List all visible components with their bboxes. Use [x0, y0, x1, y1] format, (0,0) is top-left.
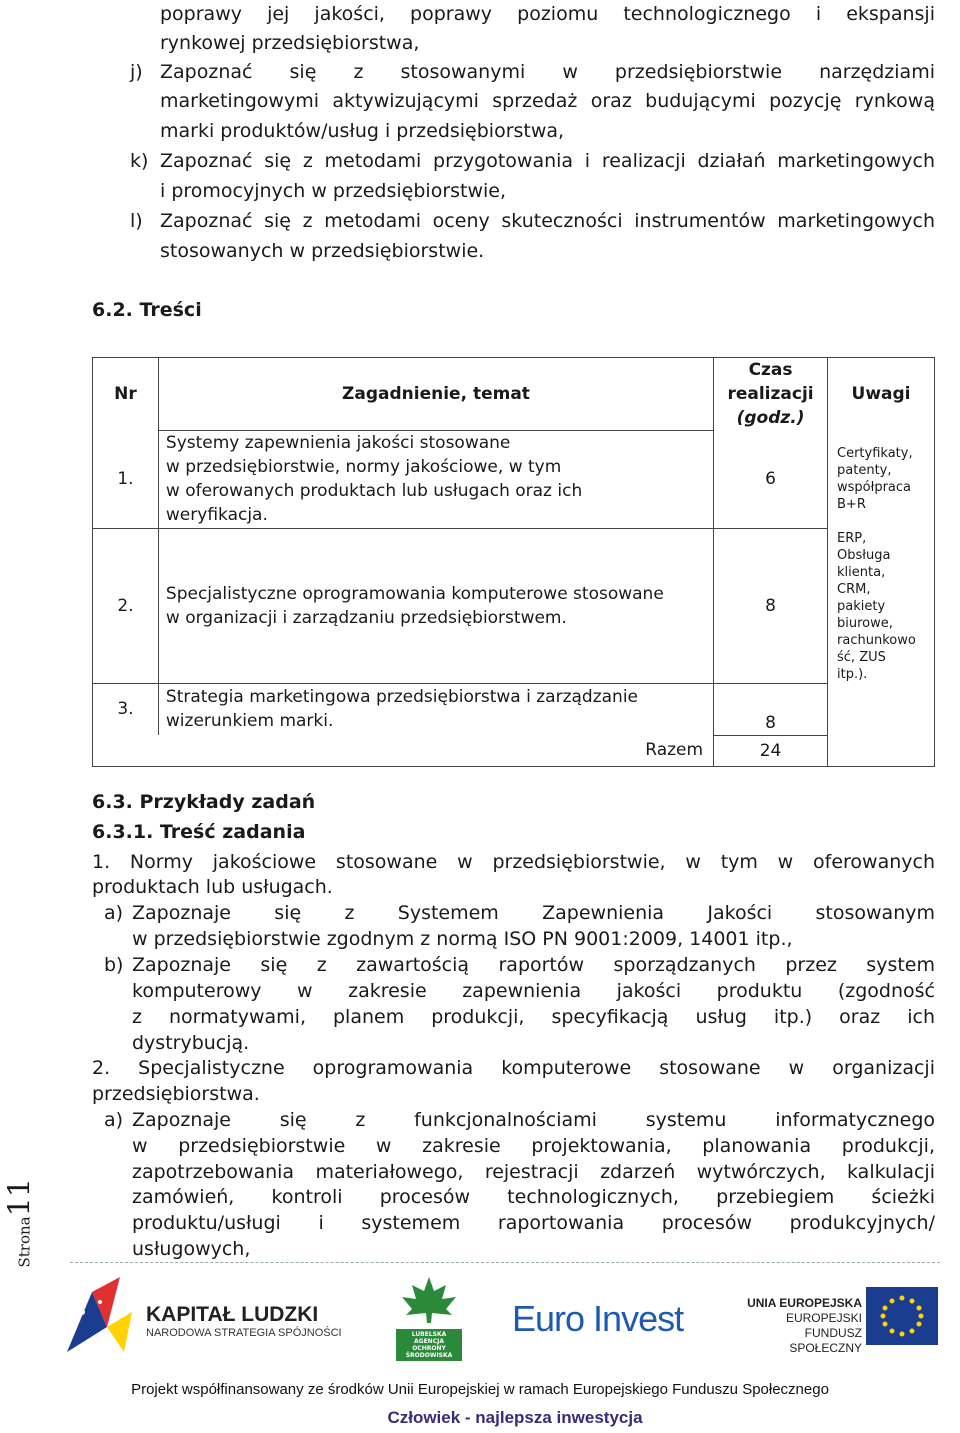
- intro-line: i promocyjnych w przedsiębiorstwie,: [160, 180, 507, 202]
- row-topic: [158, 683, 713, 735]
- footer-slogan: Człowiek - najlepsza inwestycja: [387, 1408, 643, 1427]
- task-line: komputerowy w zakresie zapewnienia jakości produktu (zgodność: [132, 980, 935, 1002]
- note-line: ść, ZUS: [837, 650, 886, 665]
- euroinvest-logo: Euro Invest: [512, 1298, 684, 1339]
- note-line: B+R: [837, 497, 866, 512]
- list-label: b): [104, 954, 124, 976]
- task-line: z normatywami, planem produkcji, specyfikacją usług itp.) oraz ich: [132, 1006, 935, 1028]
- row-notes: [828, 683, 935, 735]
- intro-line: stosowanych w przedsiębiorstwie.: [160, 240, 485, 262]
- task-line: Zapoznaje się z funkcjonalnościami systemu informatycznego: [132, 1109, 935, 1131]
- header-time: [714, 358, 828, 431]
- topic-line: Strategia marketingowa przedsiębiorstwa i zarządzanie: [165, 687, 639, 708]
- intro-line: Zapoznać się z stosowanymi w przedsiębiorstwie narzędziami: [160, 61, 935, 83]
- row-topic: [158, 528, 713, 683]
- intro-line: Zapoznać się z metodami oceny skuteczności instrumentów marketingowych: [160, 210, 935, 232]
- note-line: rachunkowo: [837, 633, 916, 648]
- row-nr: 3.: [93, 683, 159, 735]
- total-value: 24: [714, 735, 828, 766]
- header-topic: Zagadnienie, temat: [158, 358, 713, 431]
- lubelska-agencja-logo: [396, 1275, 462, 1359]
- topic-line: weryfikacja.: [165, 505, 268, 525]
- topic-line: w oferowanych produktach lub usługach oraz ich: [165, 481, 583, 501]
- intro-line: Zapoznać się z metodami przygotowania i realizacji działań marketingowych: [160, 150, 935, 172]
- header-time-line: realizacji: [727, 384, 814, 404]
- section-heading-task: 6.3.1. Treść zadania: [92, 821, 306, 843]
- footer-divider: [70, 1262, 940, 1263]
- topic-line: wizerunkiem marki.: [165, 711, 334, 732]
- list-label: l): [130, 210, 143, 232]
- topic-line: w przedsiębiorstwie, normy jakościowe, w tym: [165, 457, 562, 477]
- header-nr: Nr: [93, 358, 159, 431]
- page-marker-word: Strona: [15, 1216, 34, 1268]
- task-line: produktu/usługi i systemem raportowania procesów produkcyjnych/: [132, 1212, 935, 1234]
- eu-text: [742, 1296, 862, 1356]
- table-header-row: [93, 358, 935, 431]
- task-line: w przedsiębiorstwie zgodnym z normą ISO PN 9001:2009, 14001 itp.,: [132, 928, 793, 950]
- note-line: klienta,: [837, 565, 886, 580]
- task-line: przedsiębiorstwa.: [92, 1083, 260, 1105]
- list-label: a): [104, 1109, 124, 1131]
- intro-line: poprawy jej jakości, poprawy poziomu technologicznego i ekspansji: [160, 3, 935, 25]
- row-hours: 8: [714, 528, 828, 683]
- kapital-title: KAPITAŁ LUDZKI: [146, 1303, 319, 1326]
- task-line: w przedsiębiorstwie w zakresie projektowania, planowania produkcji,: [132, 1135, 935, 1157]
- list-label: a): [104, 902, 124, 924]
- row-hours: 6: [714, 430, 828, 528]
- note-line: CRM,: [837, 582, 871, 597]
- table-row: [93, 430, 935, 528]
- note-line: pakiety: [837, 599, 886, 614]
- total-label: Razem: [93, 735, 714, 766]
- intro-line: rynkowej przedsiębiorstwa,: [160, 32, 420, 54]
- note-line: Obsługa: [837, 548, 891, 563]
- note-line: Certyfikaty,: [837, 446, 913, 461]
- row-hours: 8: [714, 683, 828, 735]
- header-time-line: (godz.): [736, 408, 805, 428]
- row-notes: [828, 528, 935, 683]
- task-line: Zapoznaje się z Systemem Zapewnienia Jakości stosowanym: [132, 902, 935, 924]
- header-notes: Uwagi: [828, 358, 935, 431]
- contents-table: [92, 357, 935, 767]
- intro-line: marki produktów/usług i przedsiębiorstwa,: [160, 120, 565, 142]
- total-notes: [828, 735, 935, 766]
- list-label: j): [130, 61, 143, 83]
- note-line: ERP,: [837, 531, 867, 546]
- table-row: [93, 683, 935, 735]
- note-line: itp.).: [837, 667, 868, 682]
- table-total-row: [93, 735, 935, 766]
- lubelska-text: LUBELSKA AGENCJA OCHRONY ŚRODOWISKA: [396, 1329, 462, 1361]
- note-line: patenty,: [837, 463, 892, 478]
- table-row: [93, 528, 935, 683]
- note-line: biurowe,: [837, 616, 893, 631]
- section-heading-examples: 6.3. Przykłady zadań: [92, 791, 316, 813]
- header-time-line: Czas: [748, 360, 793, 380]
- section-heading-contents: 6.2. Treści: [92, 299, 202, 321]
- kapital-ludzki-logo-icon: [62, 1272, 142, 1362]
- page-number: 11: [2, 1178, 38, 1217]
- footer-funding-text: Projekt współfinansowany ze środków Unii Europejskiej w ramach Europejskiego Funduszu Społecznego: [131, 1381, 829, 1398]
- note-line: współpraca: [837, 480, 911, 495]
- task-line: zamówień, kontroli procesów technologicznych, przebiegiem ścieżki: [132, 1186, 935, 1208]
- task-line: Zapoznaje się z zawartością raportów sporządzanych przez system: [132, 954, 935, 976]
- eu-line: FUNDUSZ SPOŁECZNY: [789, 1326, 862, 1355]
- task-line: dystrybucją.: [132, 1032, 250, 1054]
- topic-line: Specjalistyczne oprogramowania komputerowe stosowane: [165, 583, 664, 604]
- kapital-subtitle: NARODOWA STRATEGIA SPÓJNOŚCI: [146, 1327, 342, 1339]
- list-label: k): [130, 150, 149, 172]
- row-nr: 2.: [93, 528, 159, 683]
- topic-line: w organizacji i zarządzaniu przedsiębiorstwem.: [165, 607, 567, 628]
- eu-flag-icon: [866, 1287, 938, 1345]
- page-marker: [0, 1150, 40, 1268]
- task-line: zapotrzebowania materiałowego, rejestracji zdarzeń wytwórczych, kalkulacji: [132, 1161, 935, 1183]
- task-line: 2. Specjalistyczne oprogramowania komputerowe stosowane w organizacji: [92, 1057, 935, 1079]
- row-nr: 1.: [93, 430, 159, 528]
- eu-line: UNIA EUROPEJSKA: [747, 1296, 862, 1310]
- intro-line: marketingowymi aktywizującymi sprzedaż oraz budującymi pozycję rynkową: [160, 90, 935, 112]
- task-line: produktach lub usługach.: [92, 876, 333, 898]
- task-line: usługowych,: [132, 1238, 251, 1260]
- topic-line: Systemy zapewnienia jakości stosowane: [165, 433, 511, 453]
- task-line: 1. Normy jakościowe stosowane w przedsiębiorstwie, w tym w oferowanych: [92, 851, 935, 873]
- row-topic: [158, 430, 713, 528]
- row-notes: [828, 430, 935, 528]
- maple-leaf-icon: [396, 1275, 462, 1325]
- eu-line: EUROPEJSKI: [785, 1311, 862, 1325]
